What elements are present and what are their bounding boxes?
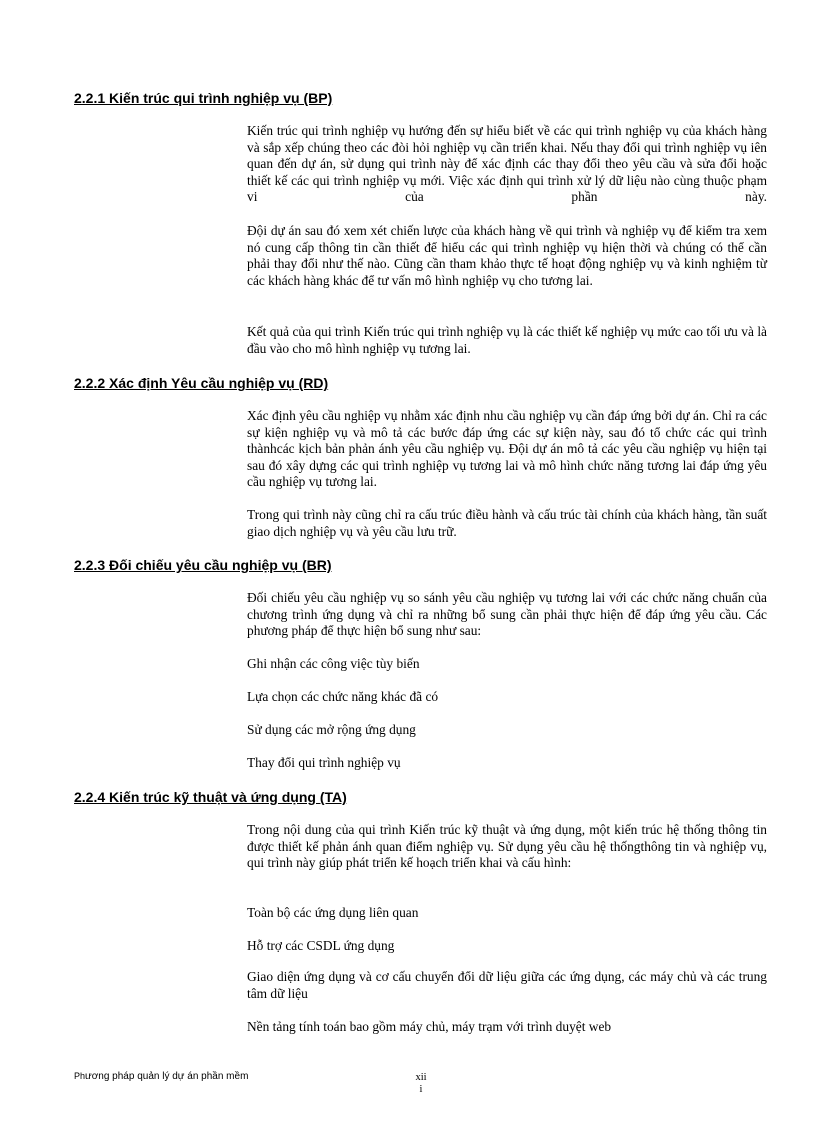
list-item-text: Giao diện ứng dụng và cơ cấu chuyển đổi dữ liệu giữa các ứng dụng, các máy chủ và các trung tâm dữ liệu (247, 969, 767, 1001)
section-body-2-2-1-b (247, 223, 767, 289)
list-item-text: Ghi nhận các công việc tùy biến (247, 656, 420, 671)
list-item-text: Toàn bộ các ứng dụng liên quan (247, 905, 419, 920)
section-body-2-2-1-c (247, 324, 767, 357)
section-body-2-2-3 (247, 590, 767, 640)
section-heading-2-2-3: 2.2.3 Đối chiếu yêu cầu nghiệp vụ (BR) (74, 557, 332, 573)
footer-title-prefix: Ph (74, 1071, 86, 1081)
section-heading-2-2-4: 2.2.4 Kiến trúc kỹ thuật và ứng dụng (TA) (74, 789, 347, 805)
list-item-text: Hỗ trợ các CSDL ứng dụng (247, 938, 395, 953)
page-number-line1: xii (415, 1072, 427, 1083)
paragraph: Kiến trúc qui trình nghiệp vụ hướng đến sự hiểu biết về các qui trình nghiệp vụ của khách hàng và sắp xếp chúng theo các đòi hỏi nghiệp vụ cần triển khai. Nếu thay đổi qui trình nghiệp vụ iên quan đến dự án, sử dụng qui trình này để xác định các thay đổi theo yêu cầu và sửa đổi hoặc thiết kế các qui trình nghiệp vụ mới. Việc xác định qui trình xử lý dữ liệu nào cùng thuộc phạm vi của phần này. (247, 123, 767, 205)
page-number (413, 1072, 429, 1096)
section-heading-2-2-1: 2.2.1 Kiến trúc qui trình nghiệp vụ (BP) (74, 90, 333, 106)
section-heading-2-2-2: 2.2.2 Xác định Yêu cầu nghiệp vụ (RD) (74, 375, 329, 391)
list-item-text: Thay đổi qui trình nghiệp vụ (247, 755, 401, 770)
list-item (247, 689, 767, 706)
list-item (247, 755, 767, 772)
list-item (247, 905, 767, 922)
paragraph: Trong qui trình này cũng chỉ ra cấu trúc điều hành và cấu trúc tài chính của khách hàng, tần suất giao dịch nghiệp vụ và yêu cầu lưu trữ. (247, 507, 767, 539)
list-item-text: Nền tảng tính toán bao gồm máy chủ, máy trạm với trình duyệt web (247, 1019, 612, 1034)
section-body-2-2-4 (247, 822, 767, 872)
list-item (247, 1019, 767, 1036)
paragraph: Trong nội dung của qui trình Kiến trúc kỹ thuật và ứng dụng, một kiến trúc hệ thống thông tin được thiết kế phản ánh quan điểm nghiệp vụ. Sử dụng yêu cầu hệ thốngthông tin và nghiệp vụ, qui trình này giúp phát triển kế hoạch triển khai và cấu hình: (247, 822, 767, 871)
paragraph: Đối chiếu yêu cầu nghiệp vụ so sánh yêu cầu nghiệp vụ tương lai với các chức năng chuẩn của chương trình ứng dụng và chỉ ra những bổ sung cần phải thực hiện để đáp ứng yêu cầu. Các phương pháp để thực hiện bổ sung như sau: (247, 590, 767, 639)
list-item (247, 969, 767, 1002)
paragraph: Đội dự án sau đó xem xét chiến lược của khách hàng về qui trình và nghiệp vụ để kiểm tra xem nó cung cấp thông tin cần thiết để hiểu các qui trình nghiệp vụ hiện thời và chúng có thể cần phải thay đổi như thế nào. Cũng cần tham khảo thực tế hoạt động nghiệp vụ và kinh nghiệm từ các khách hàng khác để tư vấn mô hình nghiệp vụ cho tương lai. (247, 223, 767, 288)
page-number-line2: i (419, 1084, 423, 1095)
section-body-2-2-2-b (247, 507, 767, 540)
list-item (247, 938, 767, 955)
section-body-2-2-1 (247, 123, 767, 206)
footer-title (74, 1070, 248, 1083)
list-item (247, 722, 767, 739)
list-item-text: Sử dụng các mở rộng ứng dụng (247, 722, 416, 737)
list-item (247, 656, 767, 673)
list-item-text: Lựa chọn các chức năng khác đã có (247, 689, 439, 704)
footer-title-rest: ương pháp quản lý dự án phần mềm (85, 1071, 249, 1082)
paragraph: Xác định yêu cầu nghiệp vụ nhằm xác định nhu cầu nghiệp vụ cần đáp ứng bởi dự án. Chỉ ra các sự kiện nghiệp vụ và mô tả các bước đáp ứng các sự kiện này, sau đó tổ chức các qui trình thànhcác kịch bản phản ánh yêu cầu nghiệp vụ. Đội dự án mô tả các yêu cầu nghiệp vụ hiện tại sau đó xây dựng các qui trình nghiệp vụ tương lai và mô hình chức năng tương lai đáp ứng yêu cầu nghiệp vụ tương lai. (247, 408, 767, 490)
section-body-2-2-2 (247, 408, 767, 491)
paragraph: Kết quả của qui trình Kiến trúc qui trình nghiệp vụ là các thiết kế nghiệp vụ mức cao tối ưu và là đầu vào cho mô hình nghiệp vụ tương lai. (247, 324, 767, 356)
